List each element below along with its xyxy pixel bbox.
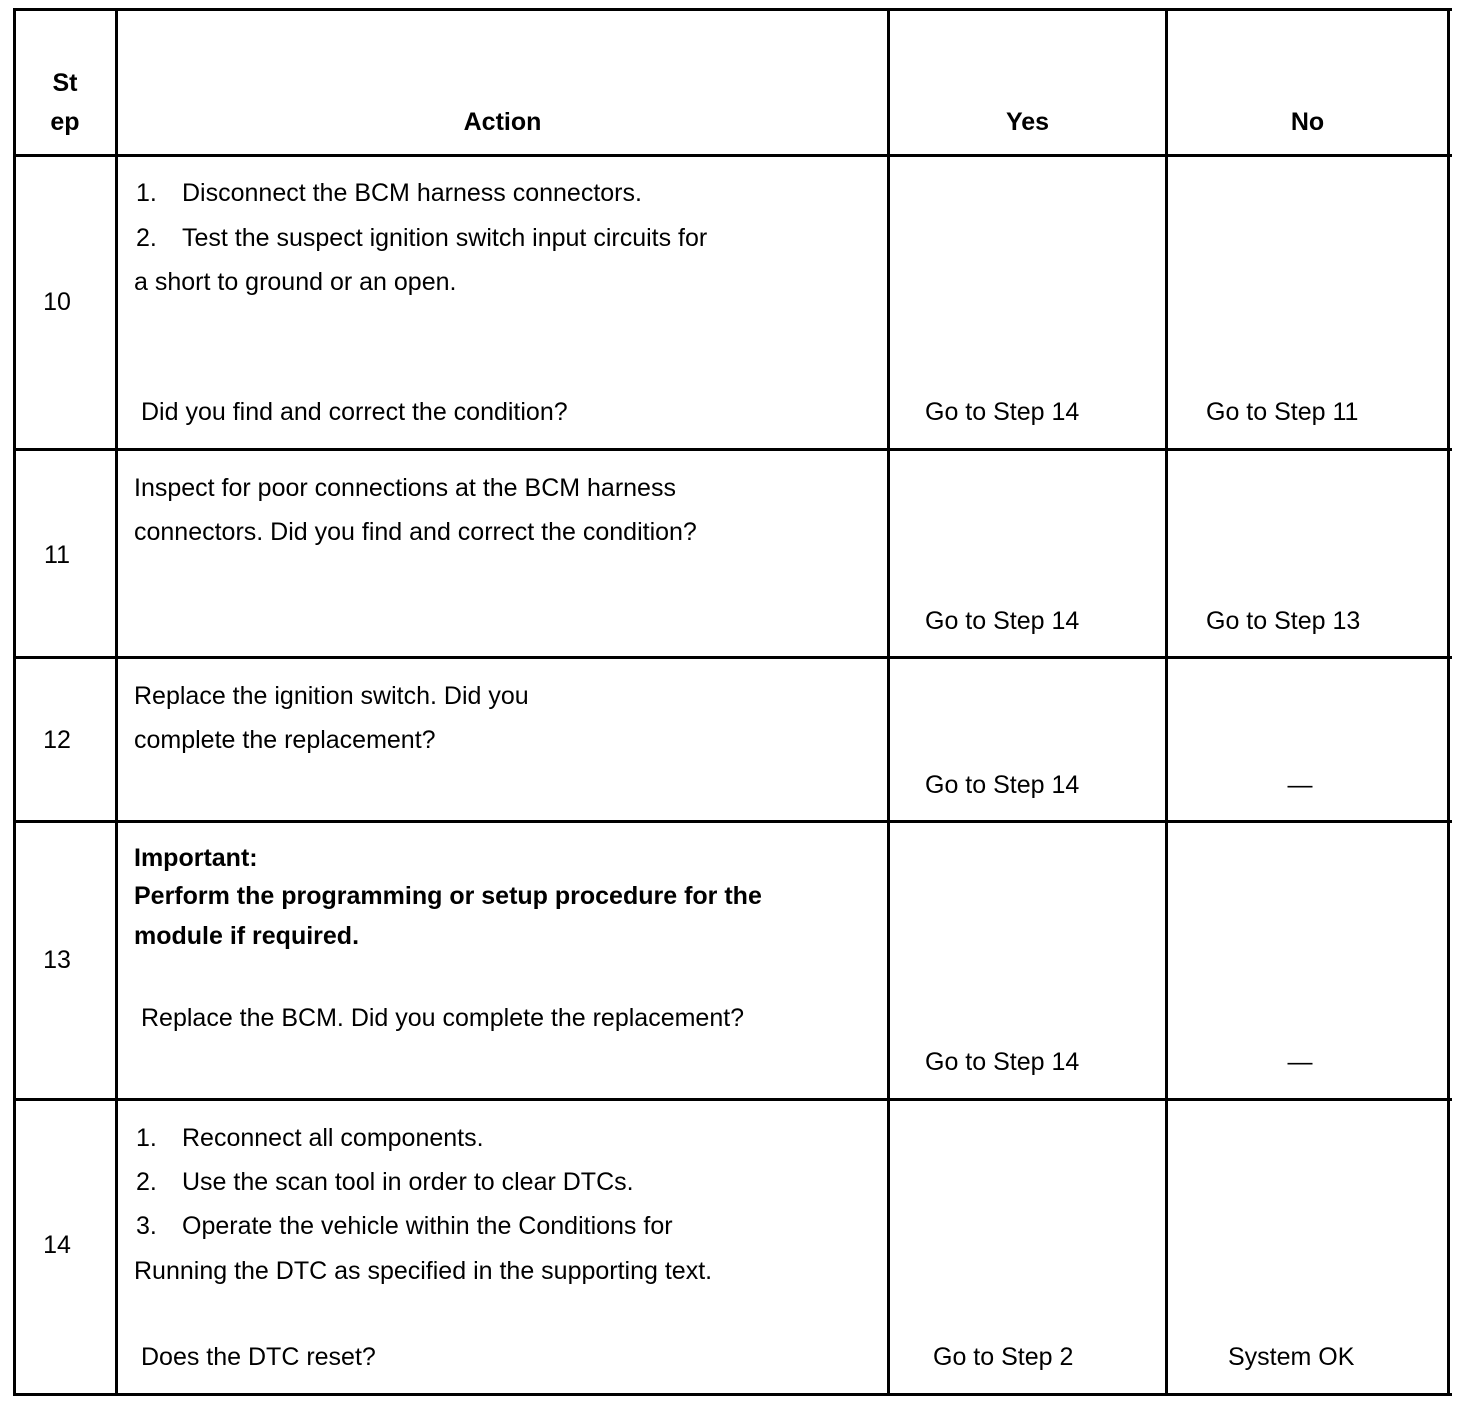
no-dash: — [1287,771,1313,799]
action-line: Inspect for poor connections at the BCM harness [134,474,676,502]
important-note-line: module if required. [134,922,360,950]
list-item [136,1211,673,1241]
table-border-right [1447,8,1450,1396]
important-note-line: Perform the programming or setup procedure for the [134,882,762,910]
important-label: Important: [134,844,258,872]
no-dash: — [1287,1048,1313,1076]
list-text: Operate the vehicle within the Conditions for [182,1212,673,1240]
step-number-11: 11 [44,541,70,569]
table-border-left [13,8,16,1396]
header-step-line-2: ep [50,108,80,136]
column-divider-yes [1165,8,1168,1396]
list-text: Use the scan tool in order to clear DTCs. [182,1168,634,1196]
list-item [136,223,707,253]
table-border-bottom [13,1393,1452,1396]
list-item [136,1167,634,1197]
action-line: connectors. Did you find and correct the condition? [134,518,697,546]
row-divider-10 [13,448,1452,451]
yes-go-to: Go to Step 14 [925,398,1080,426]
no-result: System OK [1228,1343,1355,1371]
list-number: 2. [136,224,157,252]
list-text: Reconnect all components. [182,1124,484,1152]
table-border-top [13,8,1452,11]
yes-go-to: Go to Step 14 [925,1048,1080,1076]
list-number: 2. [136,1168,157,1196]
list-item [136,1123,484,1153]
no-go-to: Go to Step 11 [1206,398,1359,426]
row-divider-header [13,154,1452,157]
step-number-13: 13 [43,946,71,974]
list-item [136,178,642,208]
action-question: Does the DTC reset? [141,1343,376,1371]
row-divider-11 [13,656,1452,659]
step-number-12: 12 [43,726,71,754]
column-divider-step [115,8,118,1396]
row-divider-12 [13,820,1452,823]
yes-go-to: Go to Step 14 [925,771,1080,799]
yes-go-to: Go to Step 2 [933,1343,1074,1371]
action-question: Replace the BCM. Did you complete the replacement? [141,1004,745,1032]
step-number-14: 14 [43,1231,71,1259]
action-continuation: a short to ground or an open. [134,268,457,296]
action-line: complete the replacement? [134,726,436,754]
no-go-to: Go to Step 13 [1206,607,1361,635]
header-action: Action [463,108,542,136]
header-yes: Yes [1005,108,1050,136]
header-step-line-1: St [52,69,78,97]
list-number: 3. [136,1212,157,1240]
row-divider-13 [13,1098,1452,1101]
yes-go-to: Go to Step 14 [925,607,1080,635]
action-question: Did you find and correct the condition? [141,398,568,426]
list-number: 1. [136,1124,157,1152]
list-text: Test the suspect ignition switch input circuits for [182,224,708,252]
action-line: Replace the ignition switch. Did you [134,682,529,710]
action-continuation: Running the DTC as specified in the supporting text. [134,1257,713,1285]
header-no: No [1290,108,1325,136]
list-number: 1. [136,179,157,207]
column-divider-action [887,8,890,1396]
step-number-10: 10 [43,288,71,316]
list-text: Disconnect the BCM harness connectors. [182,179,642,207]
